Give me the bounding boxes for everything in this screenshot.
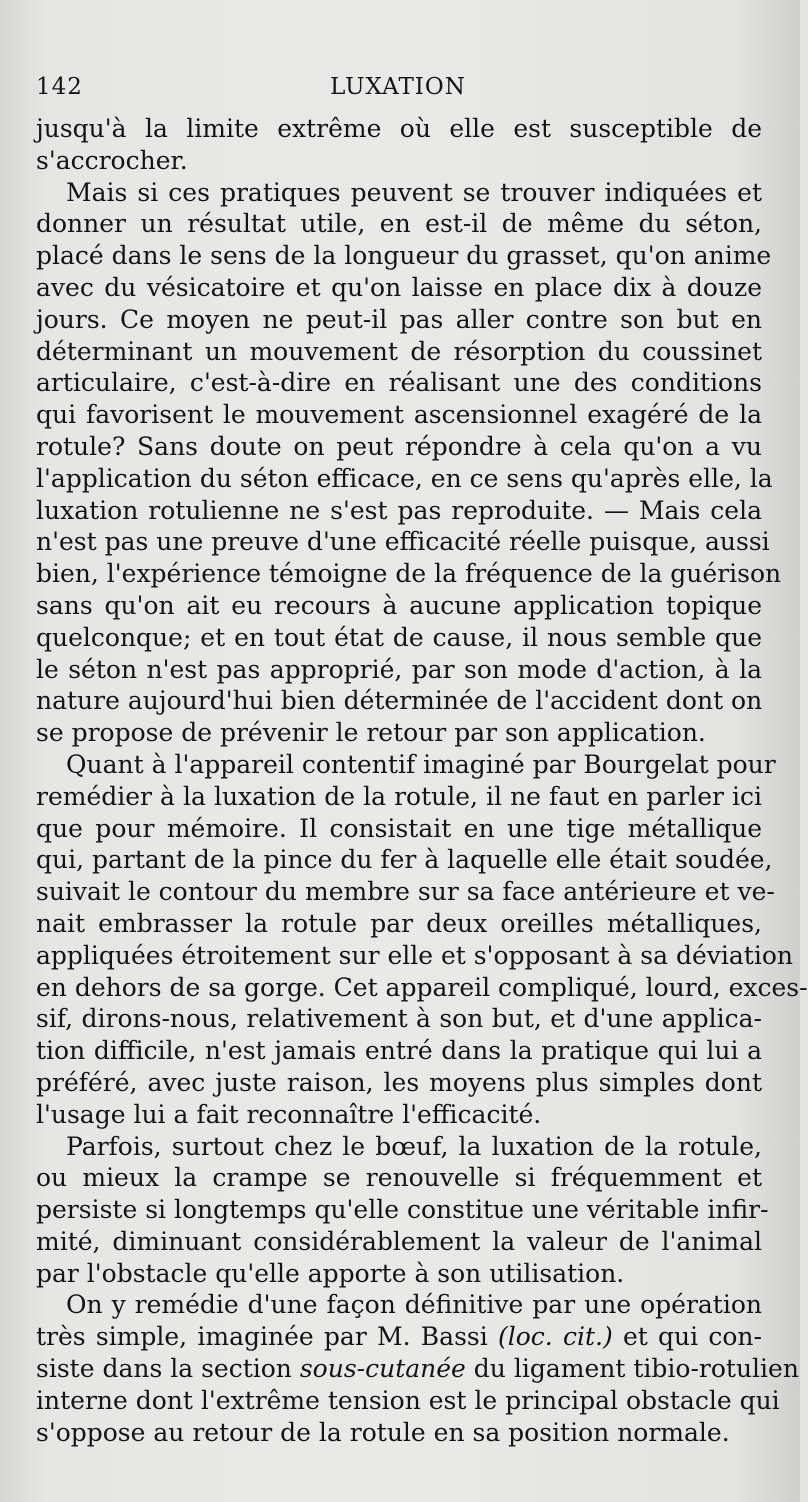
text-line: jours. Ce moyen ne peut-il pas aller contre son but en [36, 304, 762, 334]
text-line: n'est pas une preuve d'une efficacité réelle puisque, aussi [36, 527, 770, 557]
running-title: LUXATION [330, 74, 466, 100]
term-italic: sous-cutanée [299, 1354, 466, 1384]
citation-italic: (loc. cit.) [497, 1322, 613, 1352]
text-line: bien, l'expérience témoigne de la fréquence de la guérison [36, 559, 782, 589]
text-line: suivait le contour du membre sur sa face antérieure et ve- [36, 877, 775, 907]
text-line: nature aujourd'hui bien déterminée de l'accident dont on [36, 686, 763, 716]
text-line: s'oppose au retour de la rotule en sa position normale. [36, 1417, 730, 1447]
text-line: qui, partant de la pince du fer à laquelle elle était soudée, [36, 845, 773, 875]
text-line: Parfois, surtout chez le bœuf, la luxation de la rotule, [66, 1131, 762, 1161]
text-line: donner un résultat utile, en est-il de même du séton, [36, 209, 762, 239]
text-fragment: du ligament tibio-rotulien [465, 1354, 799, 1384]
text-line: en dehors de sa gorge. Cet appareil compliqué, lourd, exces- [36, 972, 808, 1002]
text-line: rotule? Sans doute on peut répondre à cela qu'on a vu [36, 431, 762, 461]
text-line: nait embrasser la rotule par deux oreilles métalliques, [36, 908, 762, 938]
text-line: l'application du séton efficace, en ce sens qu'après elle, la [36, 463, 773, 493]
running-header [36, 74, 760, 110]
text-fragment: siste dans la section [36, 1354, 300, 1384]
text-line: Mais si ces pratiques peuvent se trouver indiquées et [66, 177, 762, 207]
text-line: jusqu'à la limite extrême où elle est susceptible de [36, 114, 762, 143]
text-line: remédier à la luxation de la rotule, il ne faut en parler ici [36, 781, 762, 811]
text-line: tion difficile, n'est jamais entré dans la pratique qui lui a [36, 1036, 762, 1066]
text-line: quelconque; et en tout état de cause, il nous semble que [36, 622, 762, 652]
text-line: Quant à l'appareil contentif imaginé par Bourgelat pour [66, 749, 776, 779]
text-line [36, 1321, 762, 1353]
text-line: sif, dirons-nous, relativement à son but, et d'une applica- [36, 1004, 762, 1034]
text-line: mité, diminuant considérablement la valeur de l'animal [36, 1226, 762, 1256]
text-line: interne dont l'extrême tension est le principal obstacle qui [36, 1385, 780, 1415]
text-line: placé dans le sens de la longueur du grasset, qu'on anime [36, 241, 772, 271]
body-text [36, 113, 808, 1448]
text-line: l'usage lui a fait reconnaître l'efficacité. [36, 1099, 542, 1129]
page-number: 142 [36, 74, 83, 100]
text-line: On y remédie d'une façon définitive par une opération [66, 1290, 762, 1320]
text-line: appliquées étroitement sur elle et s'opposant à sa déviation [36, 940, 793, 970]
text-line: ou mieux la crampe se renouvelle si fréquemment et [36, 1163, 762, 1193]
text-line: persiste si longtemps qu'elle constitue une véritable infir- [36, 1195, 769, 1225]
text-line: se propose de prévenir le retour par son application. [36, 718, 706, 748]
text-line: préféré, avec juste raison, les moyens plus simples dont [36, 1067, 762, 1097]
text-fragment: et qui con- [612, 1322, 762, 1352]
text-line: par l'obstacle qu'elle apporte à son utilisation. [36, 1258, 625, 1288]
text-line: le séton n'est pas approprié, par son mode d'action, à la [36, 654, 762, 684]
text-line: s'accrocher. [36, 145, 188, 175]
text-line: avec du vésicatoire et qu'on laisse en place dix à douze [36, 272, 762, 302]
text-line: que pour mémoire. Il consistait en une tige métallique [36, 813, 762, 843]
text-line: déterminant un mouvement de résorption du coussinet [36, 336, 762, 366]
text-line: luxation rotulienne ne s'est pas reproduite. — Mais cela [36, 495, 762, 525]
text-line: qui favorisent le mouvement ascensionnel exagéré de la [36, 400, 762, 430]
text-line [36, 1353, 799, 1385]
text-line: sans qu'on ait eu recours à aucune application topique [36, 590, 762, 620]
text-fragment: très simple, imaginée par M. Bassi [36, 1322, 498, 1352]
text-line: articulaire, c'est-à-dire en réalisant une des conditions [36, 368, 762, 398]
